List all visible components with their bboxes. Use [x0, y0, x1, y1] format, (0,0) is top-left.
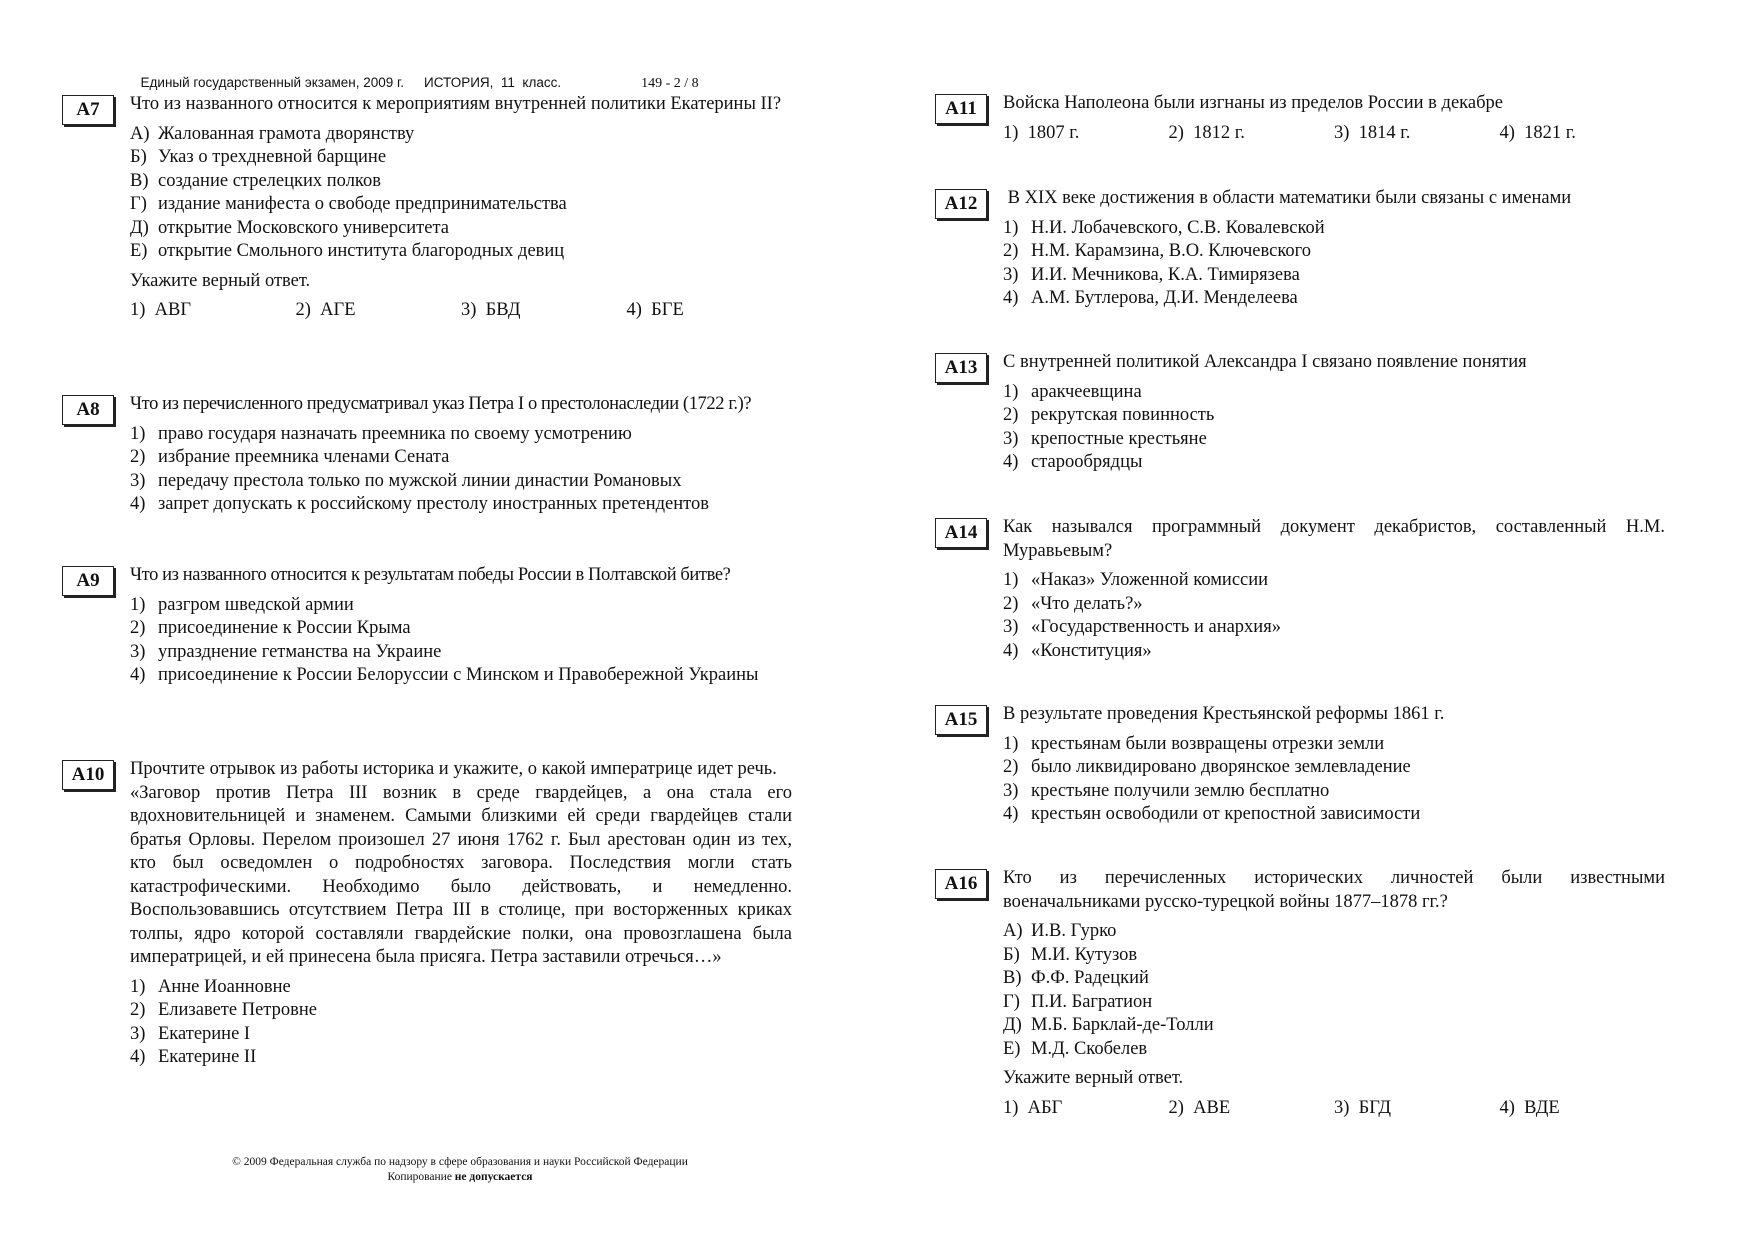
question-tag: A13 [935, 353, 987, 383]
option-number: 1) [130, 423, 146, 444]
option-number: 1) [1003, 381, 1019, 402]
answer-choice: 4) ВДЕ [1499, 1097, 1560, 1118]
item-list [1003, 920, 1665, 1061]
option-number: 4) [130, 1047, 146, 1067]
exam-title: Единый государственный экзамен, 2009 г. [140, 75, 405, 90]
option-text: «Наказ» Уложенной комиссии [1031, 570, 1269, 590]
option [1003, 217, 1665, 241]
option-number: 3) [130, 470, 146, 491]
answer-choice: 4) 1821 г. [1499, 122, 1576, 143]
question-tag: A10 [62, 760, 114, 790]
option-number: 4) [1003, 804, 1019, 824]
option-number: 1) [130, 594, 146, 615]
option-text: рекрутская повинность [1031, 405, 1215, 425]
option-text: Анне Иоанновне [158, 976, 291, 997]
option-number: 1) [1003, 733, 1019, 754]
answer-row [1003, 122, 1665, 146]
list-item [130, 146, 792, 170]
copy-notice-prefix: Копирование [387, 1171, 455, 1183]
option-list [1003, 217, 1665, 311]
list-item [130, 123, 792, 147]
question-stem: Войска Наполеона были изгнаны из пределов России в декабре [1003, 93, 1503, 113]
copy-notice [0, 1170, 920, 1185]
list-item [1003, 920, 1665, 944]
option-text: Елизавете Петровне [158, 1000, 317, 1020]
list-item-number: Д) [130, 217, 149, 238]
option-text: И.И. Мечникова, К.А. Тимирязева [1031, 264, 1300, 285]
option-number: 4) [1003, 288, 1019, 308]
question-tag: A7 [62, 95, 114, 125]
list-item-number: А) [1003, 921, 1023, 941]
answer-prompt: Укажите верный ответ. [130, 270, 311, 291]
option-text: присоединение к России Белоруссии с Минском и Правобережной Украины [158, 665, 759, 685]
list-item-number: В) [1003, 968, 1022, 988]
answer-choice: 2) АГЕ [295, 300, 356, 320]
question-tag: A11 [935, 94, 987, 124]
option-text: крестьяне получили землю бесплатно [1031, 780, 1330, 801]
option-number: 3) [1003, 617, 1019, 637]
question-stem: В XIX веке достижения в области математики были связаны с именами [1003, 188, 1572, 208]
option [1003, 287, 1665, 311]
option-number: 3) [130, 641, 146, 662]
option-number: 4) [130, 665, 146, 685]
option [130, 594, 792, 618]
question-stem: Прочтите отрывок из работы историка и укажите, о какой императрице идет речь. [130, 759, 777, 779]
option-text: крестьянам были возвращены отрезки земли [1031, 733, 1385, 754]
option [1003, 569, 1665, 593]
list-item-text: М.Д. Скобелев [1031, 1038, 1148, 1059]
option-number: 2) [1003, 241, 1019, 261]
option [130, 470, 792, 494]
list-item [130, 217, 792, 241]
list-item-number: В) [130, 170, 149, 191]
option [130, 999, 792, 1023]
answer-choice: 1) АБГ [1003, 1097, 1063, 1118]
page-footer [0, 1155, 920, 1185]
option-text: запрет допускать к российскому престолу иностранных претендентов [158, 494, 709, 514]
option-text: крестьян освободили от крепостной зависимости [1031, 804, 1421, 824]
option [1003, 381, 1665, 405]
subject-title: ИСТОРИЯ, 11 класс. [424, 75, 562, 90]
option-text: А.М. Бутлерова, Д.И. Менделеева [1031, 288, 1298, 308]
option [1003, 404, 1665, 428]
option [130, 423, 792, 447]
list-item-number: Е) [1003, 1038, 1021, 1059]
list-item-number: Г) [1003, 991, 1020, 1012]
option-text: «Государственность и анархия» [1031, 617, 1281, 637]
list-item [130, 240, 792, 264]
option-number: 1) [1003, 570, 1019, 590]
list-item [130, 170, 792, 194]
list-item-text: открытие Московского университета [158, 217, 449, 238]
answer-choice: 3) БГД [1334, 1097, 1391, 1118]
question-stem: С внутренней политикой Александра I связано появление понятия [1003, 352, 1527, 372]
answer-row [130, 299, 792, 323]
question-tag: A16 [935, 869, 987, 899]
option-list [130, 594, 792, 688]
option-number: 2) [1003, 405, 1019, 425]
question-tag: A8 [62, 395, 114, 425]
list-item-text: открытие Смольного института благородных девиц [158, 241, 565, 261]
answer-choice: 3) 1814 г. [1334, 122, 1411, 143]
list-item-number: Б) [1003, 944, 1020, 965]
option-text: крепостные крестьяне [1031, 428, 1207, 449]
option-list [130, 423, 792, 517]
answer-choice: 3) БВД [461, 300, 521, 320]
list-item-text: Ф.Ф. Радецкий [1031, 968, 1149, 988]
option [1003, 428, 1665, 452]
option-text: Н.М. Карамзина, В.О. Ключевского [1031, 241, 1312, 261]
option-text: упразднение гетманства на Украине [158, 641, 442, 662]
list-item-text: И.В. Гурко [1031, 921, 1117, 941]
option [1003, 593, 1665, 617]
option [1003, 451, 1665, 475]
option-number: 2) [1003, 757, 1019, 777]
option-text: присоединение к России Крыма [158, 618, 411, 638]
option [1003, 803, 1665, 827]
list-item-number: Г) [130, 194, 147, 214]
list-item-text: М.Б. Барклай-де-Толли [1031, 1015, 1214, 1035]
item-list [130, 123, 792, 264]
list-item-text: Жалованная грамота дворянству [158, 123, 415, 144]
option [130, 493, 792, 517]
list-item-number: Е) [130, 241, 148, 261]
question-stem: Что из названного относится к результатам победы России в Полтавской битве? [130, 565, 731, 585]
option [1003, 616, 1665, 640]
list-item-text: издание манифеста о свободе предпринимательства [158, 194, 567, 214]
list-item-text: создание стрелецких полков [158, 170, 381, 191]
option-number: 1) [1003, 217, 1019, 238]
option-number: 3) [130, 1023, 146, 1044]
option-text: старообрядцы [1031, 452, 1143, 472]
option [130, 1023, 792, 1047]
list-item [1003, 1014, 1665, 1038]
copy-notice-bold: не допускается [454, 1171, 533, 1183]
list-item-text: П.И. Багратион [1031, 991, 1153, 1012]
option-number: 1) [130, 976, 146, 997]
option [1003, 780, 1665, 804]
option-list [130, 976, 792, 1070]
option [1003, 240, 1665, 264]
option [130, 446, 792, 470]
question-tag: A15 [935, 705, 987, 735]
answer-choice: 1) АВГ [130, 300, 192, 320]
list-item-number: Б) [130, 147, 147, 167]
list-item [1003, 967, 1665, 991]
question-stem: Что из перечисленного предусматривал указ Петра I о престолонаследии (1722 г.)? [130, 394, 752, 414]
option [130, 976, 792, 1000]
list-item-text: М.И. Кутузов [1031, 944, 1138, 965]
option [130, 617, 792, 641]
list-item [1003, 1038, 1665, 1062]
answer-choice: 2) АВЕ [1168, 1097, 1231, 1118]
question-stem: Что из названного относится к мероприятиям внутренней политики Екатерины II? [130, 94, 782, 114]
option-number: 4) [1003, 452, 1019, 472]
option [1003, 264, 1665, 288]
question-tag: A12 [935, 189, 987, 219]
option-text: Екатерине II [158, 1047, 257, 1067]
page-header [133, 60, 699, 92]
option-list [1003, 569, 1665, 663]
option-text: избрание преемника членами Сената [158, 447, 450, 467]
question-tag: A9 [62, 566, 114, 596]
copyright-line: © 2009 Федеральная служба по надзору в сфере образования и науки Российской Федерации [232, 1156, 688, 1168]
list-item [1003, 991, 1665, 1015]
question-stem: В результате проведения Крестьянской реформы 1861 г. [1003, 704, 1445, 724]
option-text: «Конституция» [1031, 640, 1152, 661]
answer-choice: 1) 1807 г. [1003, 122, 1080, 143]
option-list [1003, 381, 1665, 475]
option [1003, 640, 1665, 664]
option-number: 3) [1003, 428, 1019, 449]
option-number: 2) [130, 1000, 146, 1020]
option [130, 664, 792, 688]
option [1003, 756, 1665, 780]
list-item-number: Д) [1003, 1015, 1022, 1035]
option-text: «Что делать?» [1031, 593, 1143, 614]
option [130, 641, 792, 665]
list-item [1003, 944, 1665, 968]
answer-choice: 2) 1812 г. [1168, 122, 1245, 143]
answer-prompt: Укажите верный ответ. [1003, 1068, 1184, 1088]
option-text: аракчеевщина [1031, 381, 1142, 402]
page-number: 149 - 2 / 8 [641, 76, 699, 91]
list-item-number: А) [130, 123, 150, 144]
option [1003, 733, 1665, 757]
option-number: 2) [130, 618, 146, 638]
option-text: передачу престола только по мужской линии династии Романовых [158, 470, 682, 491]
option-text: было ликвидировано дворянское землевладение [1031, 757, 1411, 777]
answer-choice: 4) БГЕ [626, 300, 684, 320]
option-number: 4) [1003, 640, 1019, 661]
option-list [1003, 733, 1665, 827]
option-number: 3) [1003, 264, 1019, 285]
option-number: 3) [1003, 780, 1019, 801]
list-item-text: Указ о трехдневной барщине [158, 147, 387, 167]
option-number: 2) [1003, 593, 1019, 614]
option-number: 2) [130, 447, 146, 467]
question-stem: Кто из перечисленных исторических личностей были известными военачальниками русско-турецкой войны 1877–1878 гг.? [1003, 868, 1665, 912]
quote-text: «Заговор против Петра III возник в среде гвардейцев, а она стала его вдохновительницей и знаменем. Самыми близкими ей среди гвардейцев стали братья Орловы. Перелом произошел 27 июня 1762 г. Был арестован один из тех, кто был осведомлен о подробностях заговора. Последствия могли стать катастрофическими. Необходимо было действовать, и немедленно. Воспользовавшись отсутствием Петра III в столице, при восторженных криках толпы, ядро которой составляли гвардейские полки, она провозглашена была императрицей, и ей принесена была присяга. Петра заставили отречься…» [130, 782, 792, 967]
answer-row [1003, 1097, 1665, 1121]
option-text: Н.И. Лобачевского, С.В. Ковалевской [1031, 217, 1325, 238]
option-text: разгром шведской армии [158, 594, 354, 615]
option [130, 1046, 792, 1070]
option-number: 4) [130, 494, 146, 514]
question-tag: A14 [935, 518, 987, 548]
option-text: Екатерине I [158, 1023, 251, 1044]
list-item [130, 193, 792, 217]
question-stem: Как назывался программный документ декабристов, составленный Н.М. Муравьевым? [1003, 517, 1665, 561]
option-text: право государя назначать преемника по своему усмотрению [158, 423, 632, 444]
